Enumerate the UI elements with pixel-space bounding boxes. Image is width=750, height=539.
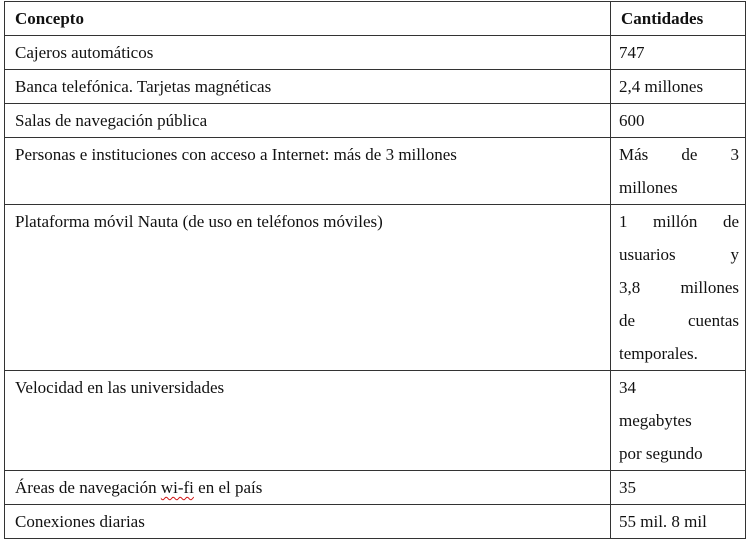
quantity-line: de cuentas: [619, 311, 739, 330]
cell-quantity: [611, 36, 746, 70]
quantity-line: 600: [619, 111, 645, 130]
table-row: [5, 205, 746, 371]
cell-quantity: [611, 70, 746, 104]
table-row: [5, 505, 746, 539]
header-concepto: Concepto: [5, 2, 611, 36]
cell-concept: [5, 471, 611, 505]
quantity-line: usuarios y: [619, 245, 739, 264]
table-header-row: [5, 2, 746, 36]
quantity-line: 55 mil. 8 mil: [619, 512, 707, 531]
quantity-line: 34: [619, 378, 636, 397]
cell-concept: Plataforma móvil Nauta (de uso en teléfonos móviles): [5, 205, 611, 371]
quantity-line: temporales.: [619, 344, 698, 363]
cell-concept: Velocidad en las universidades: [5, 371, 611, 471]
quantity-line: 2,4 millones: [619, 77, 704, 96]
spellcheck-flagged-word[interactable]: wi-fi: [160, 478, 194, 497]
quantity-line: por segundo: [619, 444, 703, 463]
concept-text: en el país: [193, 478, 263, 497]
cell-concept: Cajeros automáticos: [5, 36, 611, 70]
quantity-line: 3,8 millones: [619, 278, 739, 297]
table-row: [5, 70, 746, 104]
quantity-line: 35: [619, 478, 636, 497]
cell-quantity: [611, 471, 746, 505]
quantity-line: 747: [619, 43, 645, 62]
quantity-line: Más de 3: [619, 145, 739, 164]
table-row: [5, 138, 746, 205]
header-cantidades: Cantidades: [611, 2, 746, 36]
table-row: [5, 104, 746, 138]
cell-concept: Salas de navegación pública: [5, 104, 611, 138]
table-row: [5, 471, 746, 505]
statistics-table: [4, 1, 746, 539]
cell-concept: Banca telefónica. Tarjetas magnéticas: [5, 70, 611, 104]
cell-quantity: [611, 205, 746, 371]
cell-quantity: [611, 138, 746, 205]
table-row: [5, 36, 746, 70]
cell-concept: Personas e instituciones con acceso a Internet: más de 3 millones: [5, 138, 611, 205]
concept-text: Áreas de navegación: [15, 478, 161, 497]
cell-quantity: [611, 505, 746, 539]
quantity-line: megabytes: [619, 411, 692, 430]
cell-quantity: [611, 371, 746, 471]
quantity-line: millones: [619, 178, 678, 197]
table-row: [5, 371, 746, 471]
quantity-line: 1 millón de: [619, 212, 739, 231]
cell-concept: Conexiones diarias: [5, 505, 611, 539]
cell-quantity: [611, 104, 746, 138]
